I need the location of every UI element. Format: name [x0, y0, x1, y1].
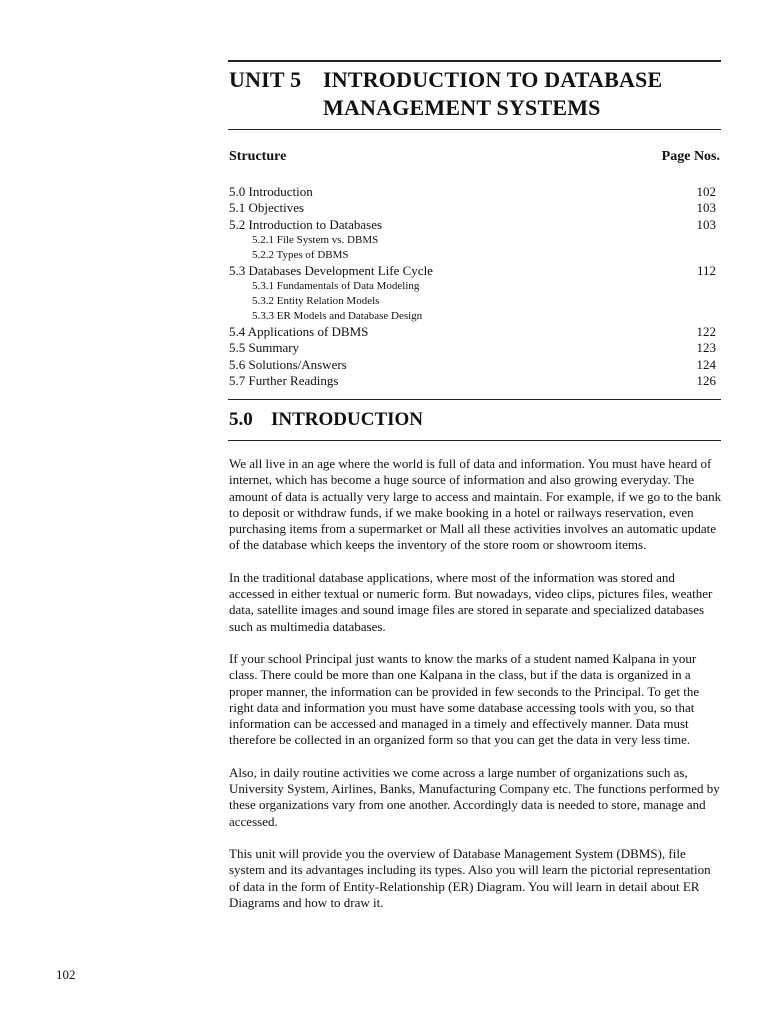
toc-item-title: 5.3.2 Entity Relation Models — [252, 295, 380, 308]
toc-item-title: 5.5 Summary — [229, 340, 300, 356]
toc-item-page: 102 — [696, 184, 716, 199]
toc-rule — [228, 399, 721, 400]
toc-item-title: 5.1 Objectives — [229, 200, 305, 216]
paragraph: Also, in daily routine activities we come across a large number of organizations such as, University System, Airlines, Banks, Manufacturing Company etc. The functions performed by these organizations vary from one another. Accordingly data is needed to store, manage and accessed. — [229, 764, 720, 829]
toc-item-title: 5.2.1 File System vs. DBMS — [252, 233, 379, 246]
toc-item-title: 5.2 Introduction to Databases — [229, 216, 383, 232]
toc-item — [229, 217, 716, 233]
toc-subitem — [229, 233, 716, 248]
top-rule — [228, 60, 721, 62]
table-of-contents — [229, 184, 716, 389]
toc-subitem — [229, 248, 716, 263]
section-title: INTRODUCTION — [271, 409, 424, 430]
toc-item — [229, 200, 716, 216]
page-nos-heading: Page Nos. — [661, 149, 720, 164]
section-rule — [228, 440, 721, 441]
toc-item-title: 5.4 Applications of DBMS — [229, 324, 369, 340]
toc-item-page: 123 — [696, 340, 716, 356]
unit-title-line1: INTRODUCTION TO DATABASE — [323, 67, 663, 92]
paragraph: If your school Principal just wants to know the marks of a student named Kalpana in your class. There could be more than one Kalpana in the class, but if the data is organized in a proper manner, the information can be provided in few seconds to the Principal. To get the right data and information you must have some database accessing tools with you, so that information can be accessed and managed in a timely and effectively manner. Data must therefore be collected in an organized form so that you can get the data in very less time. — [229, 650, 700, 748]
paragraph: In the traditional database applications, where most of the information was stored and accessed in either textual or numeric form. But nowadays, video clips, pictures files, weather data, satellite images and sound image files are stored in separate and specialized databases such as multimedia databases. — [229, 569, 713, 634]
unit-title — [229, 66, 662, 122]
paragraph: This unit will provide you the overview of Database Management System (DBMS), file system and its advantages including its types. Also you will learn the pictorial representation of data in the form of Entity-Relationship (ER) Diagram. You will learn in detail about ER Diagrams and how to draw it. — [229, 845, 711, 910]
page-number: 102 — [56, 967, 76, 982]
toc-item-title: 5.3.3 ER Models and Database Design — [252, 310, 423, 323]
structure-header — [229, 149, 720, 165]
paragraph: We all live in an age where the world is full of data and information. You must have heard of internet, which has become a huge source of information and also growing everyday. The amount of data is actually very large to access and maintain. For example, if we go to the bank to deposit or withdraw funds, if we make booking in a hotel or railways reservation, even purchasing items from a supermarket or Mall all these activities involves an automatic update of the database which keeps the inventory of the store room or showroom items. — [229, 456, 722, 553]
toc-subitem — [229, 309, 716, 324]
unit-label: UNIT 5 — [229, 67, 302, 92]
toc-item — [229, 324, 716, 340]
title-rule — [228, 129, 721, 130]
toc-item-page: 122 — [696, 324, 716, 340]
toc-item-title: 5.0 Introduction — [229, 184, 313, 199]
toc-item-page: 126 — [696, 373, 716, 389]
toc-item-title: 5.7 Further Readings — [229, 373, 339, 389]
section-heading — [229, 409, 423, 431]
toc-item-title: 5.3.1 Fundamentals of Data Modeling — [252, 280, 420, 293]
toc-item-title: 5.3 Databases Development Life Cycle — [229, 262, 433, 278]
structure-heading: Structure — [229, 149, 287, 164]
toc-item — [229, 340, 716, 356]
body-text — [229, 456, 722, 927]
toc-subitem — [229, 279, 716, 294]
toc-item-page: 124 — [696, 356, 716, 372]
toc-item — [229, 263, 716, 279]
toc-item-title: 5.2.2 Types of DBMS — [252, 248, 349, 261]
toc-item-page: 103 — [696, 216, 716, 232]
toc-item-title: 5.6 Solutions/Answers — [229, 356, 347, 372]
toc-item-page: 103 — [696, 200, 716, 216]
toc-item — [229, 373, 716, 389]
toc-item — [229, 184, 716, 200]
toc-item — [229, 357, 716, 373]
unit-title-line2: MANAGEMENT SYSTEMS — [323, 95, 601, 120]
toc-item-page: 112 — [696, 262, 716, 278]
toc-subitem — [229, 294, 716, 309]
section-number: 5.0 — [229, 409, 253, 430]
